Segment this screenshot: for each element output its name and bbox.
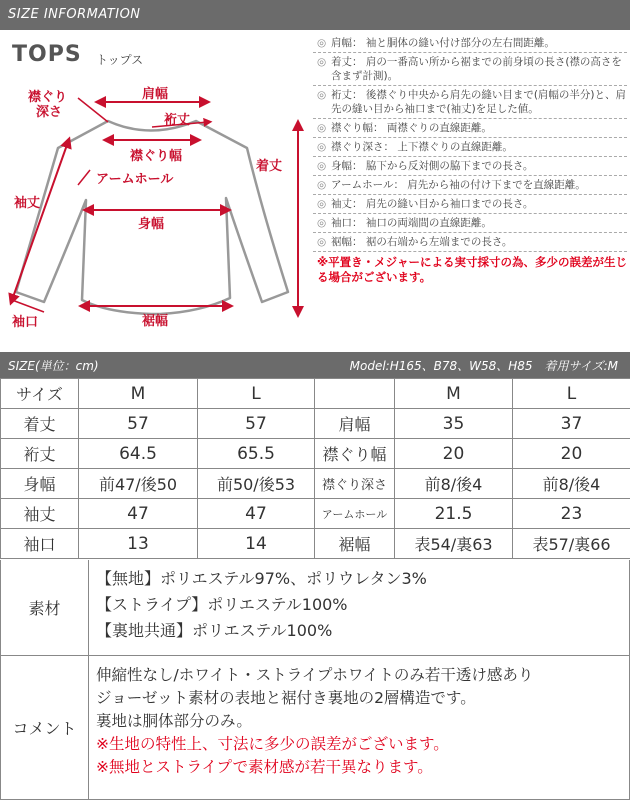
table-cell: M: [79, 379, 198, 409]
material-label: 素材: [1, 560, 89, 655]
definition-item: [313, 119, 627, 138]
definition-text: 身幅： 脇下から反対側の脇下までの長さ。: [331, 160, 534, 172]
table-cell: 裄丈: [1, 439, 79, 469]
table-cell: L: [513, 379, 630, 409]
definition-mark: ◎: [317, 37, 327, 49]
definition-item: [313, 34, 627, 53]
table-cell: 14: [198, 529, 315, 559]
table-cell: 表54/裏63: [395, 529, 513, 559]
garment-diagram: [0, 30, 312, 352]
definition-item: [313, 214, 627, 233]
definition-text: 着丈： 肩の一番高い所から裾までの前身頃の長さ(襟の高さを含まず計測)。: [331, 56, 622, 82]
measurement-note: ※平置き・メジャーによる実寸採寸の為、多少の誤差が生じる場合がございます。: [317, 255, 627, 284]
armhole-line: [78, 170, 90, 185]
definition-mark: ◎: [317, 141, 327, 153]
table-cell: 前8/後4: [513, 469, 630, 499]
tops-title: TOPS: [12, 42, 82, 67]
table-cell: 袖口: [1, 529, 79, 559]
table-cell: 肩幅: [315, 409, 395, 439]
table-cell: 20: [513, 439, 630, 469]
table-cell: 前8/後4: [395, 469, 513, 499]
size-unit-bar: [0, 352, 630, 378]
definition-item: [313, 233, 627, 252]
table-header-row: [1, 379, 630, 409]
label-shoulder: 肩幅: [142, 87, 169, 102]
label-neck-depth-2: 深さ: [36, 105, 63, 120]
size-table: [0, 378, 630, 559]
definition-item: [313, 157, 627, 176]
comment-warning: ※生地の特性上、寸法に多少の誤差がございます。: [96, 735, 449, 753]
definition-text: 裾幅： 裾の右端から左端までの長さ。: [331, 236, 513, 248]
label-length: 着丈: [256, 159, 283, 174]
table-cell: 着丈: [1, 409, 79, 439]
definition-text: 襟ぐり深さ： 上下襟ぐりの直線距離。: [331, 141, 513, 153]
table-cell: 前50/後53: [198, 469, 315, 499]
table-row: [1, 469, 630, 499]
definition-mark: ◎: [317, 56, 327, 68]
header-title: SIZE INFORMATION: [8, 7, 141, 22]
sleeve-line: [12, 142, 68, 300]
definition-mark: ◎: [317, 122, 327, 134]
definition-mark: ◎: [317, 179, 327, 191]
table-cell: 袖丈: [1, 499, 79, 529]
table-cell: 37: [513, 409, 630, 439]
size-information-header: [0, 0, 630, 30]
label-body-width: 身幅: [138, 217, 165, 232]
table-cell: 21.5: [395, 499, 513, 529]
definition-text: アームホール： 肩先から袖の付け下までを直線距離。: [331, 179, 586, 191]
table-cell: 20: [395, 439, 513, 469]
definition-mark: ◎: [317, 217, 327, 229]
table-cell: 23: [513, 499, 630, 529]
table-cell: 47: [198, 499, 315, 529]
definition-mark: ◎: [317, 198, 327, 210]
comment-warning: ※無地とストライプで素材感が若干異なります。: [96, 758, 433, 776]
table-cell: 身幅: [1, 469, 79, 499]
table-cell: [315, 379, 395, 409]
table-row: [1, 499, 630, 529]
label-armhole: アームホール: [96, 172, 174, 187]
material-line: 【ストライプ】ポリエステル100%: [96, 595, 348, 614]
label-sleeve: 袖丈: [14, 196, 41, 211]
model-info: Model:H165、B78、W58、H85 着用サイズ:M: [349, 359, 618, 373]
table-cell: L: [198, 379, 315, 409]
size-unit-label: SIZE(単位：cm): [8, 359, 99, 373]
definition-text: 袖口： 袖口の両端間の直線距離。: [331, 217, 492, 229]
definition-text: 肩幅： 袖と胴体の縫い付け部分の左右間距離。: [331, 37, 555, 49]
definition-item: [313, 195, 627, 214]
material-line: 【裏地共通】ポリエステル100%: [96, 621, 333, 640]
tops-subtitle: トップス: [96, 53, 144, 67]
material-lines: [96, 566, 625, 644]
definition-text: 裄丈： 後襟ぐり中央から肩先の縫い目まで(肩幅の半分)と、肩先の縫い目から袖口まで(袖丈)を足した値。: [331, 89, 627, 115]
table-row: [1, 529, 630, 559]
comment-label: コメント: [1, 656, 89, 799]
table-cell: 64.5: [79, 439, 198, 469]
definition-item: [313, 138, 627, 157]
table-row: [1, 409, 630, 439]
table-cell: 裾幅: [315, 529, 395, 559]
comment-line: 裏地は胴体部分のみ。: [96, 712, 252, 730]
definition-text: 袖丈： 肩先の縫い目から袖口までの長さ。: [331, 198, 534, 210]
definition-mark: ◎: [317, 89, 327, 101]
table-cell: 57: [79, 409, 198, 439]
definition-mark: ◎: [317, 160, 327, 172]
label-yuki: 裄丈: [164, 113, 191, 128]
table-cell: 襟ぐり深さ: [315, 469, 395, 499]
table-cell: 前47/後50: [79, 469, 198, 499]
label-cuff: 袖口: [12, 315, 39, 330]
label-hem: 裾幅: [142, 314, 169, 329]
definition-mark: ◎: [317, 236, 327, 248]
cuff-line: [12, 300, 44, 312]
table-cell: 47: [79, 499, 198, 529]
table-cell: 35: [395, 409, 513, 439]
definitions-list: [313, 34, 627, 285]
table-cell: 襟ぐり幅: [315, 439, 395, 469]
table-cell: 表57/裏66: [513, 529, 630, 559]
table-cell: 65.5: [198, 439, 315, 469]
definition-item: [313, 176, 627, 195]
comment-lines: [96, 664, 625, 779]
definition-text: 襟ぐり幅： 両襟ぐりの直線距離。: [331, 122, 492, 134]
table-row: [1, 439, 630, 469]
label-neck-depth-1: 襟ぐり: [28, 90, 68, 105]
table-cell: 13: [79, 529, 198, 559]
label-neck-width: 襟ぐり幅: [130, 149, 183, 164]
material-section: [0, 560, 630, 656]
definition-item: [313, 86, 627, 119]
comment-line: 伸縮性なし/ホワイト・ストライプホワイトのみ若干透け感あり: [96, 666, 534, 684]
table-cell: M: [395, 379, 513, 409]
material-line: 【無地】ポリエステル97%、ポリウレタン3%: [96, 569, 427, 588]
table-cell: アームホール: [315, 499, 395, 529]
definition-item: [313, 53, 627, 86]
comment-section: [0, 656, 630, 800]
table-cell: 57: [198, 409, 315, 439]
table-cell: サイズ: [1, 379, 79, 409]
comment-line: ジョーゼット素材の表地と裾付き裏地の2層構造です。: [96, 689, 476, 707]
